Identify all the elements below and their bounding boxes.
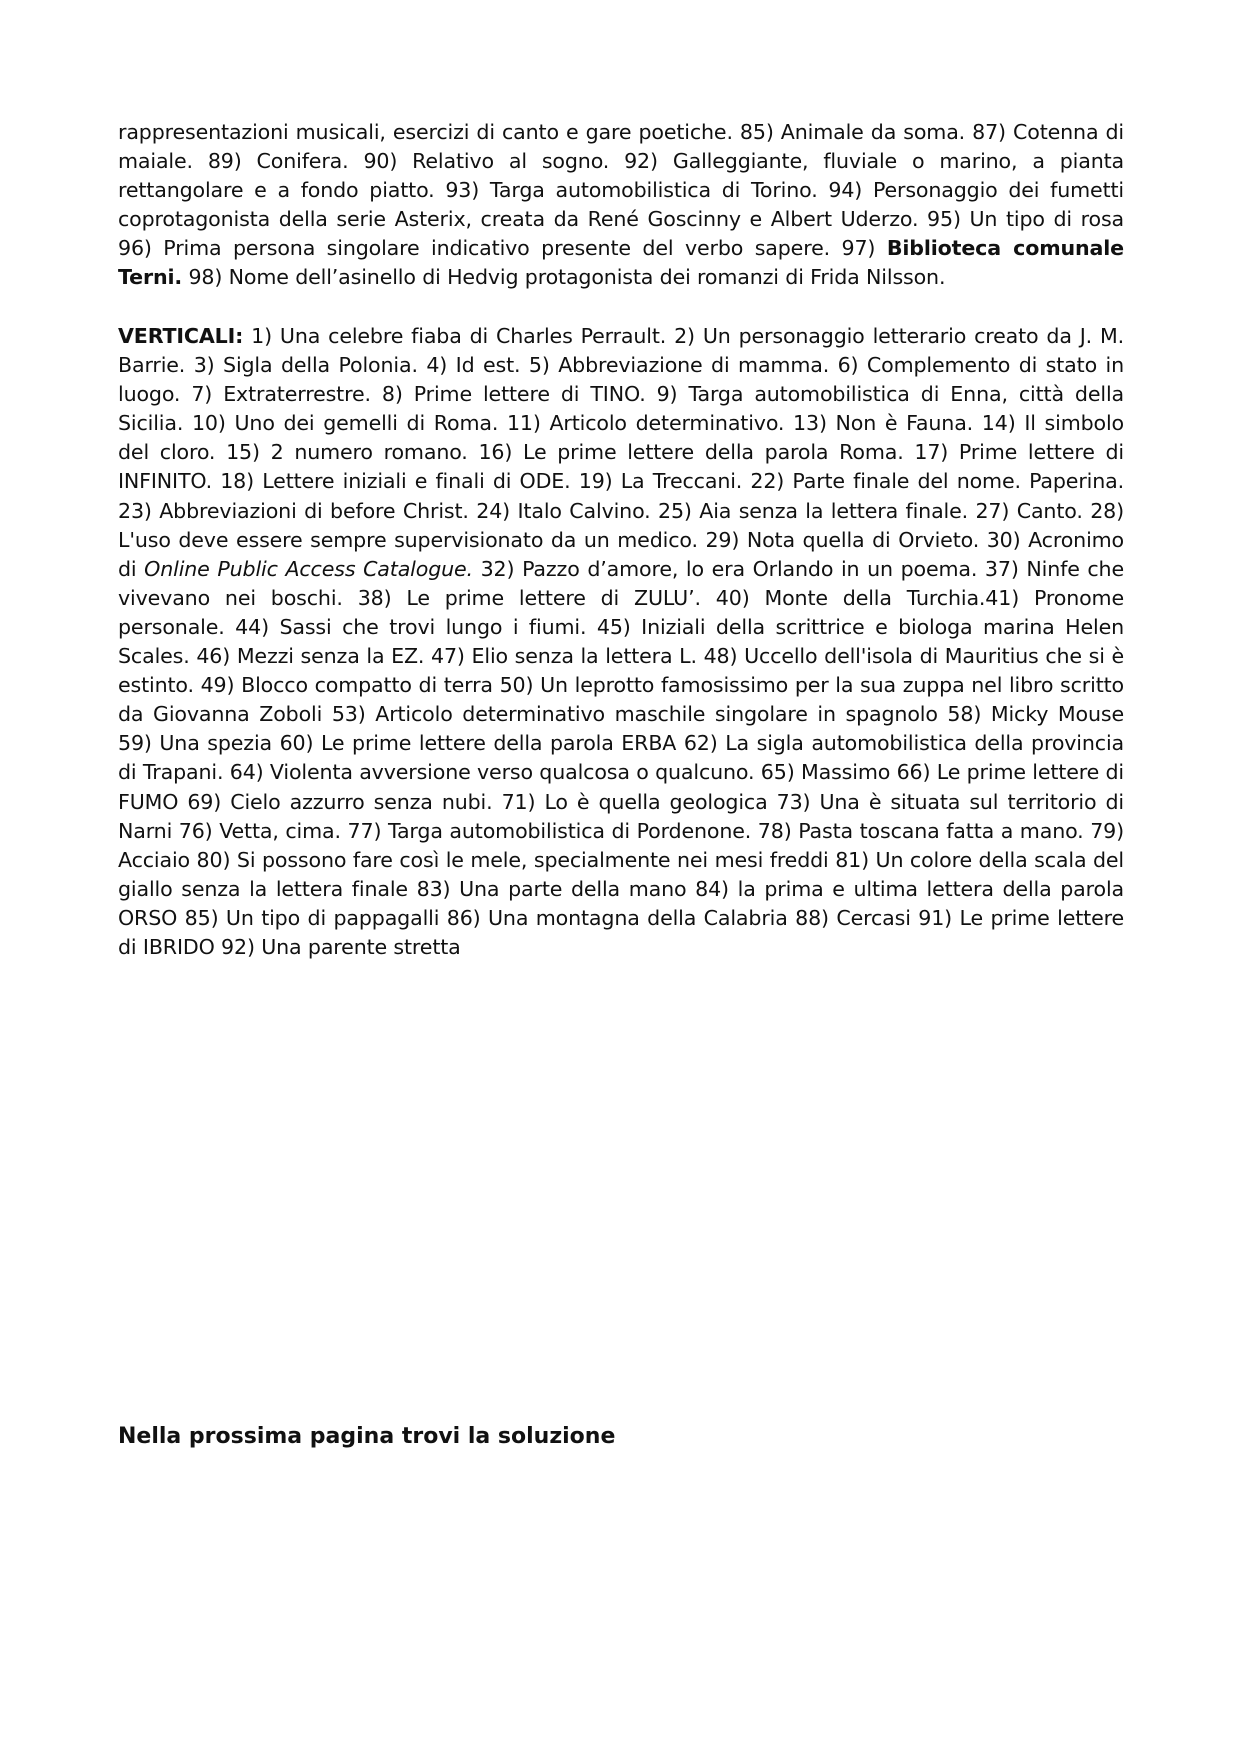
horizontal-clue-97-bold: Biblioteca comunale Terni. xyxy=(118,236,1124,290)
horizontal-clues-paragraph xyxy=(118,118,1124,293)
vertical-clues-text-1: 1) Una celebre fiaba di Charles Perrault. 2) Un personaggio letterario creato da J. M. Barrie. 3) Sigla della Polonia. 4) Id est. 5) Abbreviazione di mamma. 6) Complemento di stato in luogo. 7) Extraterrestre. 8) Prime lettere di TINO. 9) Targa automobilistica di Enna, città della Sicilia. 10) Uno dei gemelli di Roma. 11) Articolo determinativo. 13) Non è Fauna. 14) Il simbolo del cloro. 15) 2 numero romano. 16) Le prime lettere della parola Roma. 17) Prime lettere di INFINITO. 18) Lettere iniziali e finali di ODE. 19) La Treccani. 22) Parte finale del nome. Paperina. 23) Abbreviazioni di before Christ. 24) Italo Calvino. 25) Aia senza la lettera finale. 27) Canto. 28) L'uso deve essere sempre supervisionato da un medico. 29) Nota quella di Orvieto. 30) Acronimo di xyxy=(118,324,1124,581)
vertical-clues-text-2: 32) Pazzo d’amore, lo era Orlando in un poema. 37) Ninfe che vivevano nei boschi. 38) Le prime lettere di ZULU’. 40) Monte della Turchia.41) Pronome personale. 44) Sassi che trovi lungo i fiumi. 45) Iniziali della scrittrice e biologa marina Helen Scales. 46) Mezzi senza la EZ. 47) Elio senza la lettera L. 48) Uccello dell'isola di Mauritius che si è estinto. 49) Blocco compatto di terra 50) Un leprotto famosissimo per la sua zuppa nel libro scritto da Giovanna Zoboli 53) Articolo determinativo maschile singolare in spagnolo 58) Micky Mouse 59) Una spezia 60) Le prime lettere della parola ERBA 62) La sigla automobilistica della provincia di Trapani. 64) Violenta avversione verso qualcosa o qualcuno. 65) Massimo 66) Le prime lettere di FUMO 69) Cielo azzurro senza nubi. 71) Lo è quella geologica 73) Una è situata sul territorio di Narni 76) Vetta, cima. 77) Targa automobilistica di Pordenone. 78) Pasta toscana fatta a mano. 79) Acciaio 80) Si possono fare così le mele, specialmente nei mesi freddi 81) Un colore della scala del giallo senza la lettera finale 83) Una parte della mano 84) la prima e ultima lettera della parola ORSO 85) Un tipo di pappagalli 86) Una montagna della Calabria 88) Cercasi 91) Le prime lettere di IBRIDO 92) Una parente stretta xyxy=(118,556,1125,959)
vertical-clue-30-italic: Online Public Access Catalogue. xyxy=(144,556,473,581)
vertical-clues-paragraph xyxy=(118,322,1124,962)
horizontal-clues-text-2: 98) Nome dell’asinello di Hedvig protagonista dei romanzi di Frida Nilsson. xyxy=(182,265,946,290)
horizontal-clues-text-1: rappresentazioni musicali, esercizi di canto e gare poetiche. 85) Animale da soma. 87) Cotenna di maiale. 89) Conifera. 90) Relativo al sogno. 92) Galleggiante, fluviale o marino, a pianta rettangolare e a fondo piatto. 93) Targa automobilistica di Torino. 94) Personaggio dei fumetti coprotagonista della serie Asterix, creata da René Goscinny e Albert Uderzo. 95) Un tipo di rosa 96) Prima persona singolare indicativo presente del verbo sapere. 97) xyxy=(118,120,1124,261)
vertical-clues-heading: VERTICALI: xyxy=(118,324,244,348)
solution-note: Nella prossima pagina trovi la soluzione xyxy=(118,1424,616,1449)
